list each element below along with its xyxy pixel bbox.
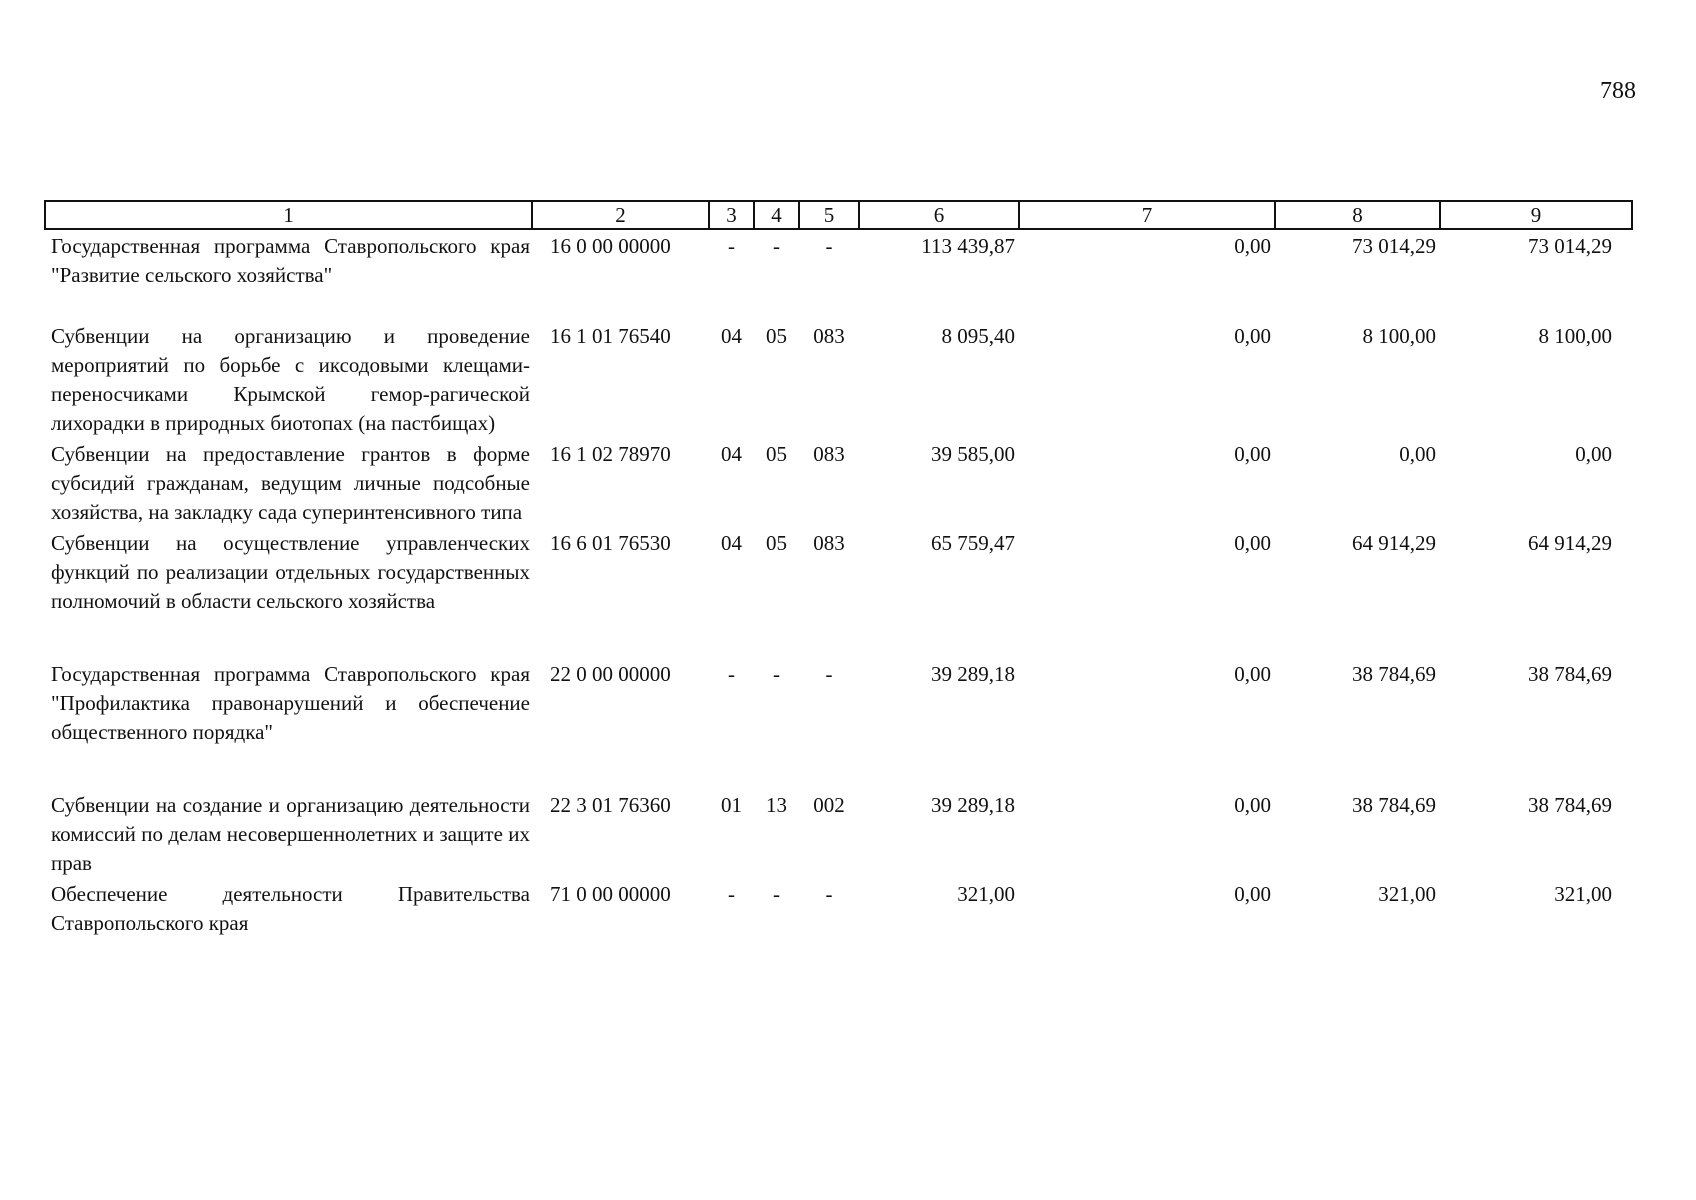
row-code: 16 1 01 76540 <box>550 324 671 348</box>
column-header-1: 1 <box>45 201 532 229</box>
row-col3: 04 <box>721 324 742 348</box>
row-code: 16 0 00 00000 <box>550 234 671 258</box>
row-col8: 0,00 <box>1399 442 1436 466</box>
table-body <box>45 229 1632 938</box>
row-name: Государственная программа Ставропольского края "Профилактика правонарушений и обеспечение общественного порядка" <box>51 662 530 744</box>
row-col9: 0,00 <box>1575 442 1612 466</box>
row-code: 16 6 01 76530 <box>550 531 671 555</box>
row-col3: - <box>728 662 735 686</box>
row-col4: - <box>773 234 780 258</box>
row-col7: 0,00 <box>1234 662 1271 686</box>
row-col4: 05 <box>766 324 787 348</box>
row-col6: 39 289,18 <box>931 662 1015 686</box>
column-header-9: 9 <box>1440 201 1632 229</box>
row-col6: 39 585,00 <box>931 442 1015 466</box>
row-col5: 083 <box>813 442 845 466</box>
row-col8: 38 784,69 <box>1352 662 1436 686</box>
row-col8: 38 784,69 <box>1352 793 1436 817</box>
row-col6: 65 759,47 <box>931 531 1015 555</box>
row-col8: 64 914,29 <box>1352 531 1436 555</box>
row-code: 71 0 00 00000 <box>550 882 671 906</box>
row-col9: 38 784,69 <box>1528 662 1612 686</box>
row-col9: 8 100,00 <box>1538 324 1612 348</box>
row-col7: 0,00 <box>1234 882 1271 906</box>
table-row <box>45 229 1632 290</box>
row-col7: 0,00 <box>1234 234 1271 258</box>
row-col5: - <box>825 662 833 686</box>
row-spacer <box>45 290 1632 320</box>
table-row <box>45 320 1632 438</box>
row-col5: - <box>825 882 833 906</box>
row-col4: 05 <box>766 442 787 466</box>
row-name: Субвенции на осуществление управленческих функций по реализации отдельных государственных полномочий в области сельского хозяйства <box>51 531 530 613</box>
row-name: Субвенции на предоставление грантов в форме субсидий гражданам, ведущим личные подсобные хозяйства, на закладку сада суперинтенсивного типа <box>51 442 530 524</box>
row-col8: 8 100,00 <box>1362 324 1436 348</box>
row-col3: - <box>728 234 735 258</box>
row-col6: 39 289,18 <box>931 793 1015 817</box>
row-col8: 73 014,29 <box>1352 234 1436 258</box>
row-name: Государственная программа Ставропольского края "Развитие сельского хозяйства" <box>51 234 530 287</box>
row-col9: 321,00 <box>1554 882 1612 906</box>
row-col6: 321,00 <box>957 882 1015 906</box>
row-col7: 0,00 <box>1234 442 1271 466</box>
column-header-4: 4 <box>754 201 799 229</box>
row-col5: 002 <box>813 793 845 817</box>
row-col7: 0,00 <box>1234 324 1271 348</box>
column-header-6: 6 <box>859 201 1019 229</box>
row-col8: 321,00 <box>1378 882 1436 906</box>
row-col4: - <box>773 662 780 686</box>
row-code: 16 1 02 78970 <box>550 442 671 466</box>
row-name: Субвенции на создание и организацию деятельности комиссий по делам несовершеннолетних и защите их прав <box>51 793 530 875</box>
row-col9: 64 914,29 <box>1528 531 1612 555</box>
table-row <box>45 878 1632 938</box>
table-header <box>45 201 1632 229</box>
column-header-8: 8 <box>1275 201 1440 229</box>
row-col9: 38 784,69 <box>1528 793 1612 817</box>
table-row <box>45 789 1632 878</box>
row-spacer <box>45 747 1632 789</box>
row-col5: 083 <box>813 324 845 348</box>
row-name: Обеспечение деятельности Правительства Ставропольского края <box>51 882 530 935</box>
row-col3: 04 <box>721 531 742 555</box>
page-number: 788 <box>1600 78 1636 104</box>
row-col3: - <box>728 882 735 906</box>
row-col5: - <box>825 234 833 258</box>
row-col4: 13 <box>766 793 787 817</box>
row-code: 22 3 01 76360 <box>550 793 671 817</box>
header-row <box>45 201 1632 229</box>
row-col4: - <box>773 882 780 906</box>
row-col3: 04 <box>721 442 742 466</box>
table-row <box>45 658 1632 747</box>
column-header-5: 5 <box>799 201 859 229</box>
column-header-3: 3 <box>709 201 754 229</box>
row-col7: 0,00 <box>1234 531 1271 555</box>
row-col5: 083 <box>813 531 845 555</box>
row-code: 22 0 00 00000 <box>550 662 671 686</box>
budget-table <box>44 200 1633 938</box>
row-col9: 73 014,29 <box>1528 234 1612 258</box>
row-col4: 05 <box>766 531 787 555</box>
row-col6: 113 439,87 <box>921 234 1015 258</box>
row-col3: 01 <box>721 793 742 817</box>
row-col7: 0,00 <box>1234 793 1271 817</box>
row-spacer <box>45 616 1632 658</box>
row-col6: 8 095,40 <box>941 324 1015 348</box>
table-row <box>45 527 1632 616</box>
table-row <box>45 438 1632 527</box>
row-name: Субвенции на организацию и проведение мероприятий по борьбе с иксодовыми клещами-переносчиками Крымской гемор-рагической лихорадки в природных биотопах (на пастбищах) <box>51 324 530 435</box>
column-header-7: 7 <box>1019 201 1275 229</box>
column-header-2: 2 <box>532 201 709 229</box>
